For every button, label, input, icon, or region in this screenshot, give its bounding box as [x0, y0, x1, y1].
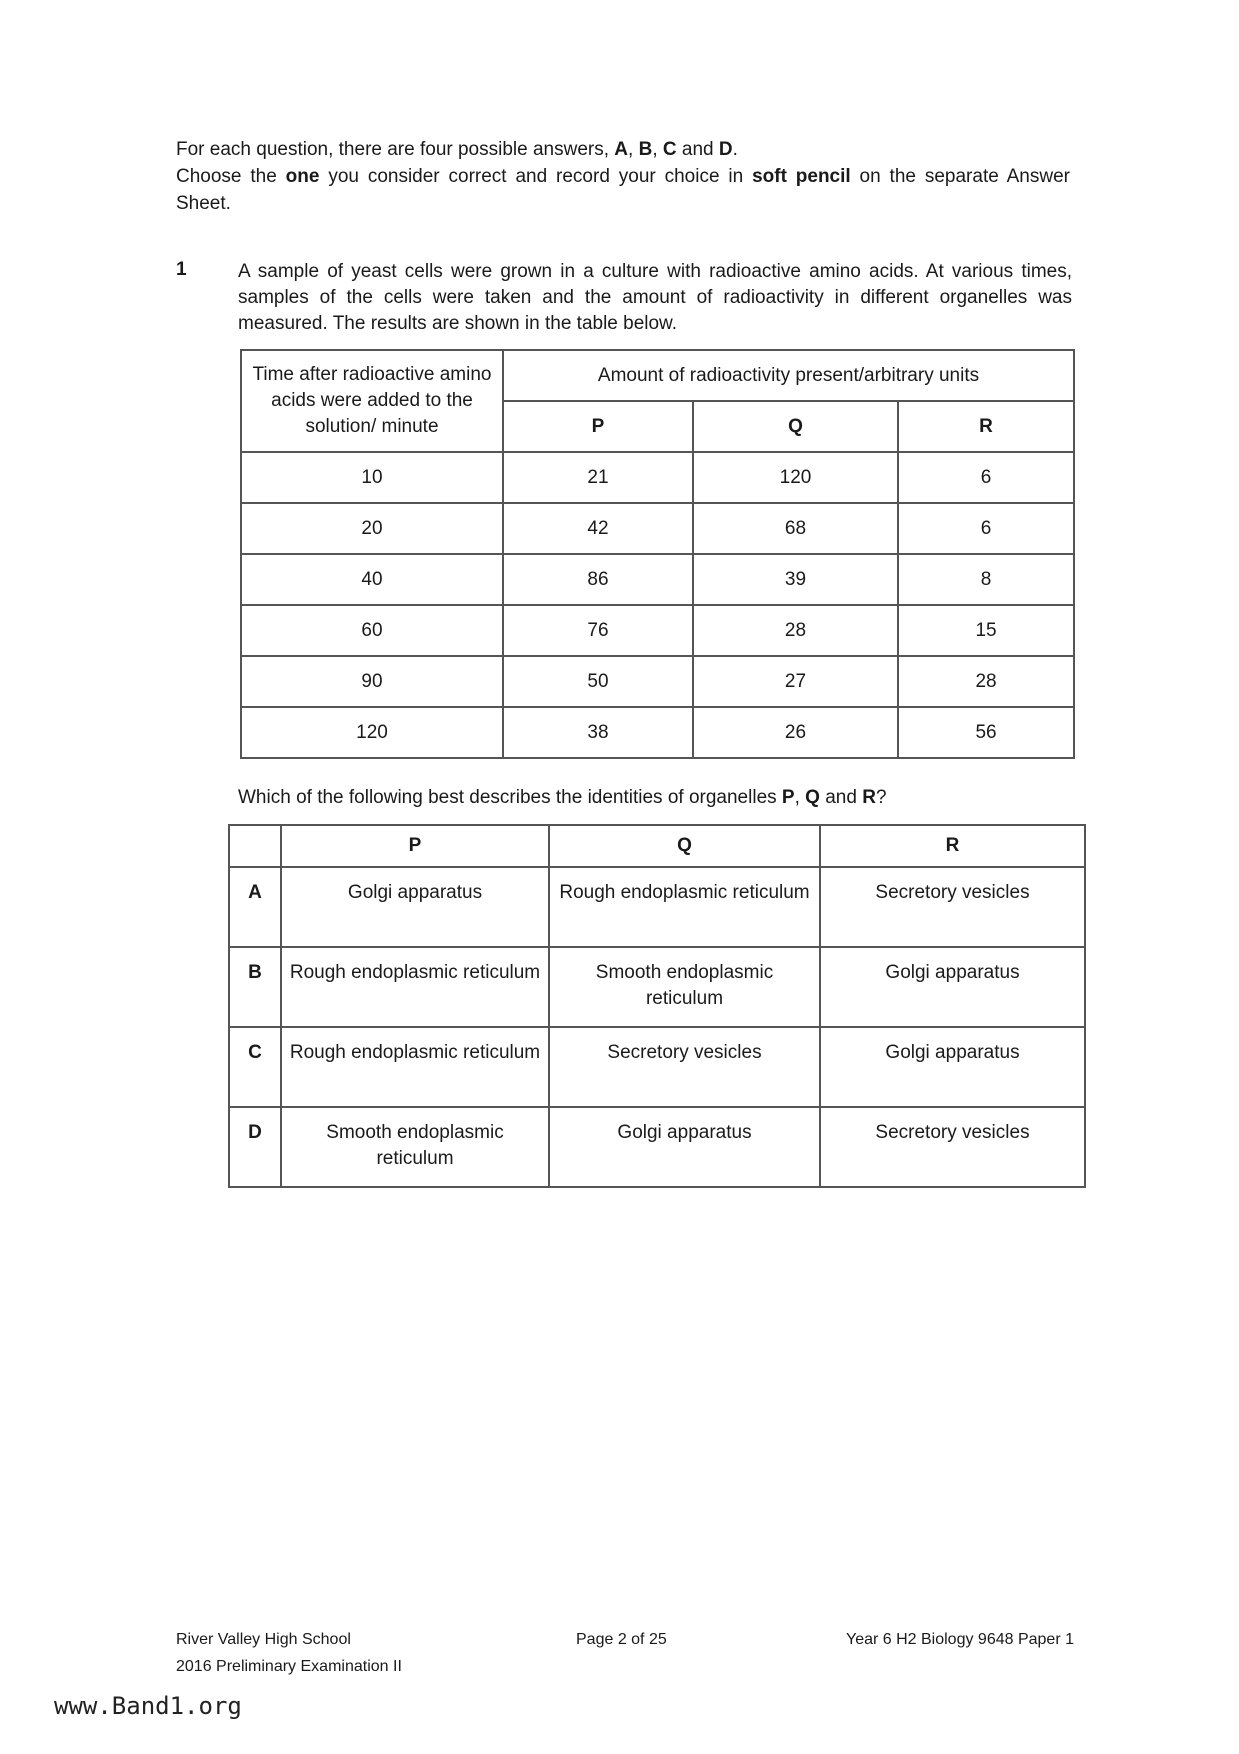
- table-row: [241, 452, 1074, 503]
- radioactivity-group-header: Amount of radioactivity present/arbitrary units: [503, 350, 1074, 401]
- p-cell: 50: [503, 656, 693, 707]
- instruction-line-2: Choose the one you consider correct and record your choice in soft pencil on the separate Answer Sheet.: [176, 166, 1070, 214]
- table-row: [241, 503, 1074, 554]
- time-cell: 120: [241, 707, 503, 758]
- q-cell: 27: [693, 656, 898, 707]
- table-row: [241, 605, 1074, 656]
- option-header-r: R: [820, 825, 1085, 867]
- option-letter[interactable]: A: [229, 867, 281, 947]
- q-cell: 26: [693, 707, 898, 758]
- option-q: Smooth endoplasmic reticulum: [549, 947, 820, 1027]
- option-q: Golgi apparatus: [549, 1107, 820, 1187]
- option-letter[interactable]: D: [229, 1107, 281, 1187]
- option-p: Rough endoplasmic reticulum: [281, 1027, 549, 1107]
- option-letter[interactable]: B: [229, 947, 281, 1027]
- footer-school: River Valley High School: [176, 1631, 351, 1648]
- option-r: Secretory vesicles: [820, 867, 1085, 947]
- time-cell: 20: [241, 503, 503, 554]
- question-stem: A sample of yeast cells were grown in a culture with radioactive amino acids. At various times, samples of the cells were taken and the amount of radioactivity in different organelles was measured. The results are shown in the table below.: [238, 261, 1072, 334]
- question-number: 1: [176, 259, 187, 280]
- table-row: [241, 554, 1074, 605]
- instruction-line-1: For each question, there are four possible answers, A, B, C and D.: [176, 139, 738, 160]
- r-cell: 6: [898, 503, 1074, 554]
- option-r: Golgi apparatus: [820, 1027, 1085, 1107]
- r-cell: 56: [898, 707, 1074, 758]
- time-cell: 90: [241, 656, 503, 707]
- footer-paper: Year 6 H2 Biology 9648 Paper 1: [845, 1631, 1074, 1648]
- table-row: [241, 656, 1074, 707]
- option-p: Smooth endoplasmic reticulum: [281, 1107, 549, 1187]
- option-r: Golgi apparatus: [820, 947, 1085, 1027]
- time-column-header: Time after radioactive amino acids were added to the solution/ minute: [241, 350, 503, 452]
- option-q: Secretory vesicles: [549, 1027, 820, 1107]
- q-cell: 28: [693, 605, 898, 656]
- r-cell: 6: [898, 452, 1074, 503]
- option-header-q: Q: [549, 825, 820, 867]
- table-row: [241, 707, 1074, 758]
- option-letter-header: [229, 825, 281, 867]
- instructions: [176, 136, 1070, 217]
- q-cell: 120: [693, 452, 898, 503]
- answer-option-b[interactable]: [229, 947, 1085, 1027]
- p-cell: 86: [503, 554, 693, 605]
- p-cell: 38: [503, 707, 693, 758]
- option-r: Secretory vesicles: [820, 1107, 1085, 1187]
- p-cell: 21: [503, 452, 693, 503]
- footer-left: [176, 1626, 402, 1680]
- time-cell: 10: [241, 452, 503, 503]
- time-cell: 40: [241, 554, 503, 605]
- answer-option-c[interactable]: [229, 1027, 1085, 1107]
- p-cell: 76: [503, 605, 693, 656]
- footer-exam: 2016 Preliminary Examination II: [176, 1658, 402, 1675]
- column-header-r: R: [898, 401, 1074, 452]
- option-q: Rough endoplasmic reticulum: [549, 867, 820, 947]
- footer-page-number: Page 2 of 25: [576, 1631, 667, 1648]
- radioactivity-table: [240, 349, 1075, 759]
- q-cell: 68: [693, 503, 898, 554]
- question-prompt: Which of the following best describes the identities of organelles P, Q and R?: [238, 787, 887, 808]
- r-cell: 8: [898, 554, 1074, 605]
- answer-option-d[interactable]: [229, 1107, 1085, 1187]
- option-p: Rough endoplasmic reticulum: [281, 947, 549, 1027]
- q-cell: 39: [693, 554, 898, 605]
- p-cell: 42: [503, 503, 693, 554]
- option-letter[interactable]: C: [229, 1027, 281, 1107]
- answer-options-table: [228, 824, 1086, 1188]
- answer-option-a[interactable]: [229, 867, 1085, 947]
- column-header-q: Q: [693, 401, 898, 452]
- watermark-url: www.Band1.org: [54, 1692, 242, 1720]
- r-cell: 15: [898, 605, 1074, 656]
- time-cell: 60: [241, 605, 503, 656]
- column-header-p: P: [503, 401, 693, 452]
- option-header-p: P: [281, 825, 549, 867]
- r-cell: 28: [898, 656, 1074, 707]
- option-p: Golgi apparatus: [281, 867, 549, 947]
